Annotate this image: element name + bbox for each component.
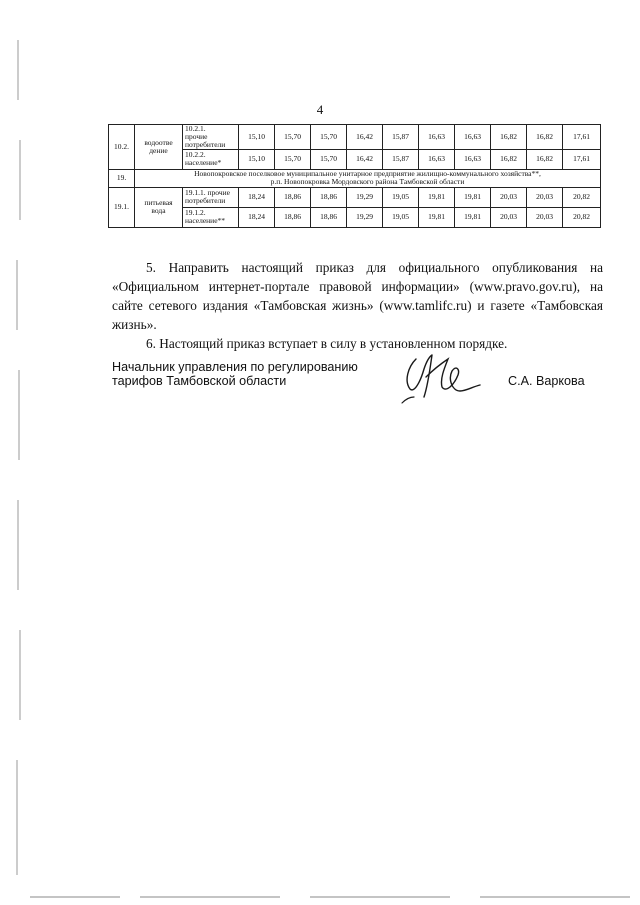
page-number: 4	[316, 102, 324, 117]
paragraph-publication: 5. Направить настоящий приказ для официального опубликования на «Официальном интернет-портале правовой информации» (www.pravo.gov.ru), на сайте сетевого издания «Тамбовская жизнь» (www.tamlifc.ru) и газете «Тамбовская жизнь».	[112, 260, 603, 332]
tariff-cell: 20,82	[563, 187, 601, 207]
tariff-cell: 19,05	[383, 207, 419, 227]
service-name: водоотве дение	[135, 125, 183, 170]
tariff-cell: 18,86	[275, 207, 311, 227]
tariff-cell: 19,05	[383, 187, 419, 207]
row-number: 19.	[109, 169, 135, 187]
service-name: питьевая вода	[135, 187, 183, 227]
handwritten-signature	[396, 347, 491, 407]
tariff-cell: 15,10	[239, 149, 275, 169]
tariff-cell: 15,87	[383, 149, 419, 169]
tariff-cell: 16,82	[491, 125, 527, 150]
table-row	[109, 207, 601, 227]
organization-name: Новопокровское поселковое муниципальное унитарное предприятие жилищно-коммунального хозяйства**, р.п. Новопокровка Мордовского района Тамбовской области	[135, 169, 601, 187]
tariff-cell: 16,82	[527, 125, 563, 150]
tariff-cell: 18,86	[275, 187, 311, 207]
tariff-cell: 16,42	[347, 125, 383, 150]
tariff-cell: 20,03	[527, 187, 563, 207]
consumer-category: 10.2.1. прочие потребители	[183, 125, 239, 150]
position-line: Начальник управления по регулированию	[112, 360, 358, 374]
consumer-category: 19.1.2. население**	[183, 207, 239, 227]
scan-edge-marks	[12, 30, 26, 890]
tariff-cell: 15,87	[383, 125, 419, 150]
tariff-cell: 15,70	[311, 149, 347, 169]
tariff-cell: 18,86	[311, 187, 347, 207]
tariff-cell: 16,63	[419, 125, 455, 150]
tariff-cell: 15,70	[311, 125, 347, 150]
tariff-cell: 19,29	[347, 187, 383, 207]
consumer-category: 10.2.2. население*	[183, 149, 239, 169]
tariff-cell: 15,10	[239, 125, 275, 150]
table-row	[109, 187, 601, 207]
tariff-cell: 20,03	[491, 207, 527, 227]
table-row	[109, 169, 601, 187]
tariff-cell: 19,81	[455, 187, 491, 207]
position-line: тарифов Тамбовской области	[112, 374, 287, 388]
tariff-cell: 15,70	[275, 125, 311, 150]
tariff-cell: 19,81	[419, 187, 455, 207]
tariff-cell: 20,82	[563, 207, 601, 227]
tariff-cell: 17,61	[563, 149, 601, 169]
table-row	[109, 149, 601, 169]
tariff-cell: 20,03	[527, 207, 563, 227]
signatory-position	[112, 360, 358, 388]
tariff-cell: 16,82	[527, 149, 563, 169]
tariff-cell: 20,03	[491, 187, 527, 207]
tariff-cell: 16,63	[455, 149, 491, 169]
row-number: 19.1.	[109, 187, 135, 227]
tariff-cell: 18,24	[239, 207, 275, 227]
tariff-table	[108, 124, 601, 228]
tariff-cell: 16,63	[455, 125, 491, 150]
tariff-cell: 16,63	[419, 149, 455, 169]
tariff-cell: 19,81	[419, 207, 455, 227]
paragraph-effective: 6. Настоящий приказ вступает в силу в установленном порядке.	[146, 336, 508, 351]
order-text	[112, 258, 603, 353]
tariff-cell: 16,82	[491, 149, 527, 169]
tariff-cell: 17,61	[563, 125, 601, 150]
consumer-category: 19.1.1. прочие потребители	[183, 187, 239, 207]
tariff-cell: 19,29	[347, 207, 383, 227]
tariff-cell: 18,86	[311, 207, 347, 227]
tariff-cell: 19,81	[455, 207, 491, 227]
row-number: 10.2.	[109, 125, 135, 170]
scan-bottom-marks	[30, 895, 630, 899]
tariff-cell: 18,24	[239, 187, 275, 207]
table-row	[109, 125, 601, 150]
tariff-cell: 15,70	[275, 149, 311, 169]
signatory-name: С.А. Варкова	[508, 374, 585, 388]
tariff-cell: 16,42	[347, 149, 383, 169]
